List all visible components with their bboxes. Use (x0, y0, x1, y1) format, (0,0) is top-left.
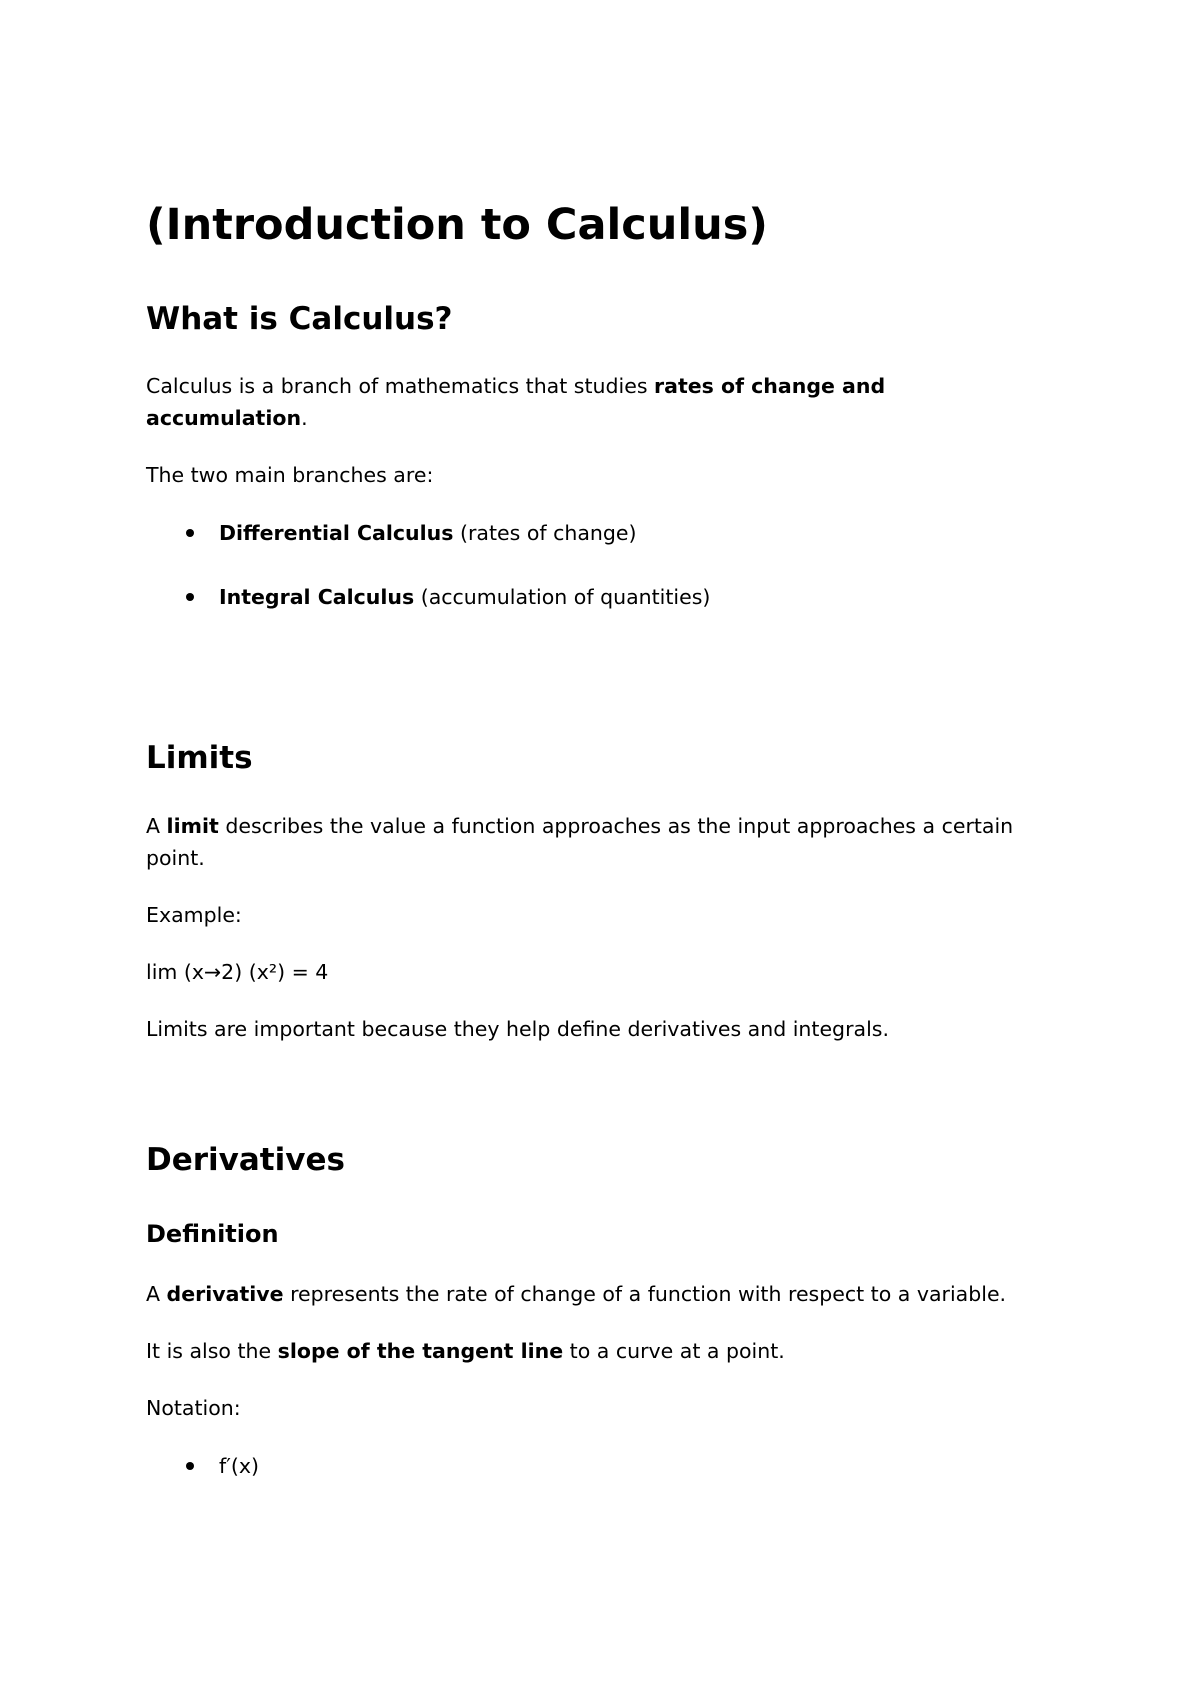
paragraph-branches-intro: The two main branches are: (146, 463, 434, 487)
bullet-icon (186, 1462, 194, 1470)
limit-example: lim (x→2) (x²) = 4 (146, 960, 329, 984)
paragraph-limit-definition-line1 (146, 810, 1013, 842)
text-run: describes the value a function approaches as the input approaches a certain (218, 814, 1014, 838)
text-run: (rates of change) (453, 521, 637, 545)
paragraph-definition-line2 (146, 402, 308, 434)
paragraph-derivative-definition (146, 1278, 1006, 1310)
bold-text: rates of change and (654, 374, 886, 398)
paragraph-tangent-slope (146, 1335, 785, 1367)
paragraph-limit-definition-line2: point. (146, 846, 205, 870)
bold-text: limit (166, 814, 219, 838)
bold-text: accumulation (146, 406, 302, 430)
bold-text: slope of the tangent line (277, 1339, 564, 1363)
list-item-branch (219, 581, 710, 613)
bold-text: Differential Calculus (219, 521, 454, 545)
paragraph-definition-line1 (146, 370, 885, 402)
paragraph-limits-importance: Limits are important because they help define derivatives and integrals. (146, 1017, 889, 1041)
text-run: represents the rate of change of a function with respect to a variable. (283, 1282, 1007, 1306)
list-item-notation: f′(x) (219, 1454, 259, 1478)
bold-text: Integral Calculus (219, 585, 415, 609)
text-run: A (146, 814, 167, 838)
text-run: . (301, 406, 308, 430)
page-title: (Introduction to Calculus) (146, 200, 768, 250)
text-run: A (146, 1282, 167, 1306)
bold-text: derivative (166, 1282, 284, 1306)
bullet-icon (186, 529, 194, 537)
text-run: (accumulation of quantities) (414, 585, 711, 609)
subsection-heading-definition: Definition (146, 1220, 279, 1248)
section-heading-what-is-calculus: What is Calculus? (146, 301, 453, 337)
notation-label: Notation: (146, 1396, 241, 1420)
section-heading-derivatives: Derivatives (146, 1142, 345, 1178)
text-run: It is also the (146, 1339, 278, 1363)
list-item-branch (219, 517, 637, 549)
section-heading-limits: Limits (146, 740, 253, 776)
example-label: Example: (146, 903, 242, 927)
text-run: Calculus is a branch of mathematics that studies (146, 374, 655, 398)
text-run: to a curve at a point. (563, 1339, 785, 1363)
bullet-icon (186, 593, 194, 601)
